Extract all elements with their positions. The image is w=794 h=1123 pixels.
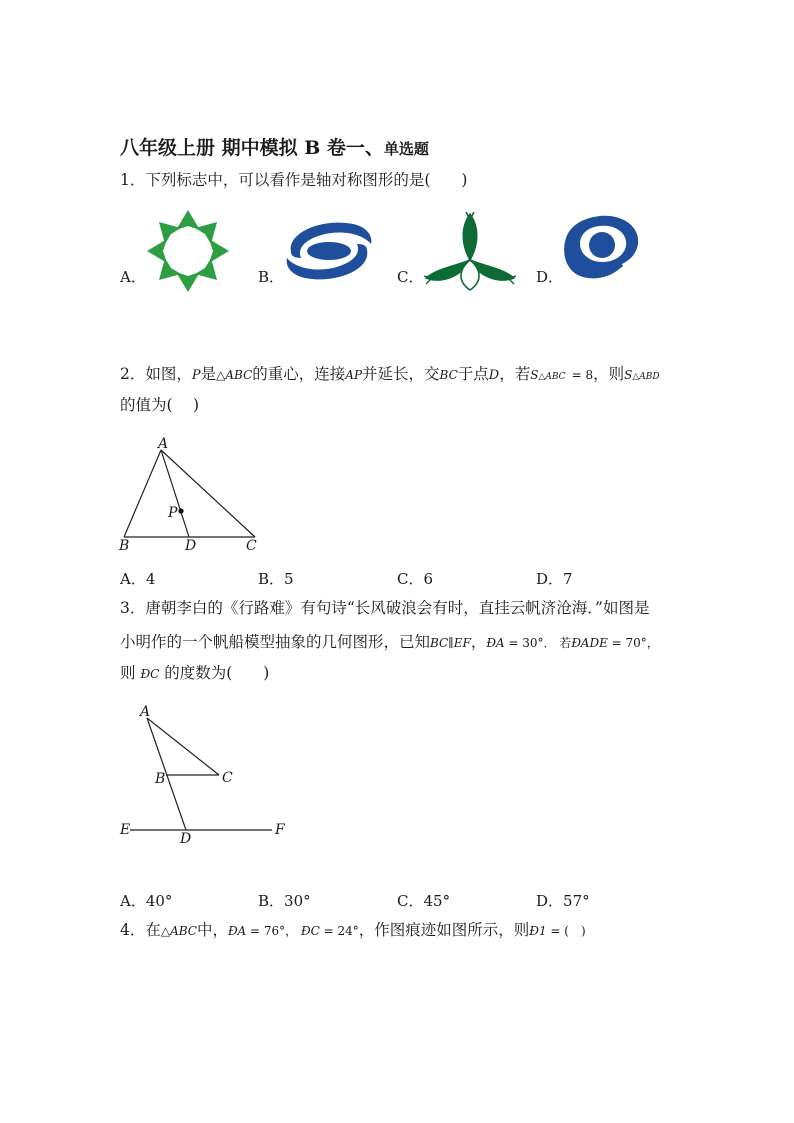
q2-text-5: 于点 bbox=[457, 365, 489, 383]
q2-text-4: 并延长，交 bbox=[362, 365, 440, 383]
q3-text-5: 则 bbox=[120, 664, 141, 682]
q3-text-6: 的度数为( ) bbox=[159, 664, 270, 682]
q2-option-d: D．7 bbox=[536, 570, 573, 588]
q2-option-a: A．4 bbox=[120, 570, 156, 588]
question-4-stem bbox=[120, 923, 586, 939]
q4-angle-c: ÐC bbox=[300, 924, 320, 938]
q3-option-d: D．57° bbox=[536, 892, 590, 910]
q3-label-a: A bbox=[140, 704, 151, 720]
q3-label-f: F bbox=[275, 822, 285, 838]
question-2-line-2: 的值为( ) bbox=[120, 396, 200, 414]
q3-text-3: = 30°． 若 bbox=[504, 636, 572, 650]
q2-label-b: B bbox=[119, 538, 130, 554]
q3-label-d: D bbox=[180, 831, 192, 847]
q2-area-s-2: S bbox=[624, 368, 633, 382]
q2-side-ab bbox=[124, 450, 161, 537]
q3-label-c: C bbox=[222, 770, 233, 786]
q3-text-1: 小明作的一个帆船模型抽象的几何图形，已知 bbox=[120, 633, 431, 651]
q3-sailboat-figure bbox=[110, 700, 290, 850]
q3-text-4: = 70°， bbox=[607, 636, 659, 650]
q4-text-2: 中， bbox=[197, 921, 229, 939]
question-3-line-1: 3．唐朝李白的《行路难》有句诗“长风破浪会有时，直挂云帆济沧海．”如图是 bbox=[120, 599, 650, 617]
q3-option-a: A．40° bbox=[120, 892, 173, 910]
q1-option-b-label: B． bbox=[258, 268, 285, 286]
q2-option-c: C．6 bbox=[397, 570, 434, 588]
q3-parallel: BC∥EF bbox=[430, 636, 471, 650]
q2-text-3: 的重心，连接 bbox=[252, 365, 346, 383]
q4-text-1: 4．在 bbox=[120, 921, 161, 939]
q3-angle-a: ÐA bbox=[486, 636, 505, 650]
q1-option-d-label: D． bbox=[536, 268, 564, 286]
q3-label-b: B bbox=[155, 771, 166, 787]
q4-text-3: = 76°， bbox=[246, 924, 301, 938]
q2-text-7: ，则 bbox=[593, 365, 625, 383]
q3-option-b: B．30° bbox=[258, 892, 311, 910]
q2-var-p: P bbox=[191, 368, 201, 383]
q2-segment-bc: BC bbox=[439, 368, 458, 382]
q2-text-1: 2．如图， bbox=[120, 365, 192, 383]
section-label: 单选题 bbox=[383, 140, 429, 158]
three-leaf-logo-icon bbox=[422, 210, 518, 292]
q3-angle-c: ÐC bbox=[140, 667, 160, 681]
q1-option-a-label: A． bbox=[120, 268, 146, 286]
q1-option-c-label: C． bbox=[397, 268, 424, 286]
q2-equals-8: = 8 bbox=[571, 368, 594, 382]
q2-segment-ap: AP bbox=[345, 368, 363, 382]
question-2-stem bbox=[120, 367, 660, 383]
q3-label-e: E bbox=[120, 822, 131, 838]
circle-swirl-logo-icon bbox=[560, 212, 642, 286]
q4-text-5: ，作图痕迹如图所示，则 bbox=[358, 921, 530, 939]
q2-area-sub-2: △ABD bbox=[632, 372, 660, 382]
q4-text-6: = ( ) bbox=[546, 924, 586, 938]
page-title bbox=[120, 133, 429, 160]
q2-centroid-point bbox=[178, 508, 183, 513]
q4-angle-1: Ð1 bbox=[529, 924, 547, 938]
q2-label-a: A bbox=[158, 436, 169, 452]
q3-angle-ade: ÐADE bbox=[571, 636, 608, 650]
swirl-ellipse-logo-icon bbox=[283, 218, 375, 284]
q3-text-2: ， bbox=[470, 633, 487, 651]
question-1-stem: 1．下列标志中，可以看作是轴对称图形的是( ) bbox=[120, 171, 468, 189]
q2-text-6: ，若 bbox=[499, 365, 531, 383]
q4-triangle-abc: △ABC bbox=[160, 924, 197, 938]
title-text: 八年级上册 期中模拟 B 卷一、 bbox=[120, 137, 384, 159]
q2-area-s-1: S bbox=[530, 368, 539, 382]
q2-area-sub-1: △ABC bbox=[538, 372, 566, 382]
q2-option-b: B．5 bbox=[258, 570, 294, 588]
q2-point-d: D bbox=[488, 368, 500, 383]
q3-line-ac bbox=[147, 718, 219, 775]
q2-text-2: 是 bbox=[200, 365, 217, 383]
q2-triangle-abc: △ABC bbox=[216, 368, 253, 382]
star-ring-logo-icon bbox=[145, 208, 231, 294]
q4-angle-a: ÐA bbox=[228, 924, 247, 938]
question-3-line-2 bbox=[120, 635, 659, 651]
q2-label-c: C bbox=[246, 538, 257, 554]
q4-text-4: = 24° bbox=[319, 924, 359, 938]
q3-option-c: C．45° bbox=[397, 892, 451, 910]
q2-label-p: P bbox=[168, 505, 178, 521]
q2-label-d: D bbox=[185, 538, 197, 554]
question-3-line-3 bbox=[120, 666, 269, 682]
q3-line-ad bbox=[147, 718, 186, 830]
